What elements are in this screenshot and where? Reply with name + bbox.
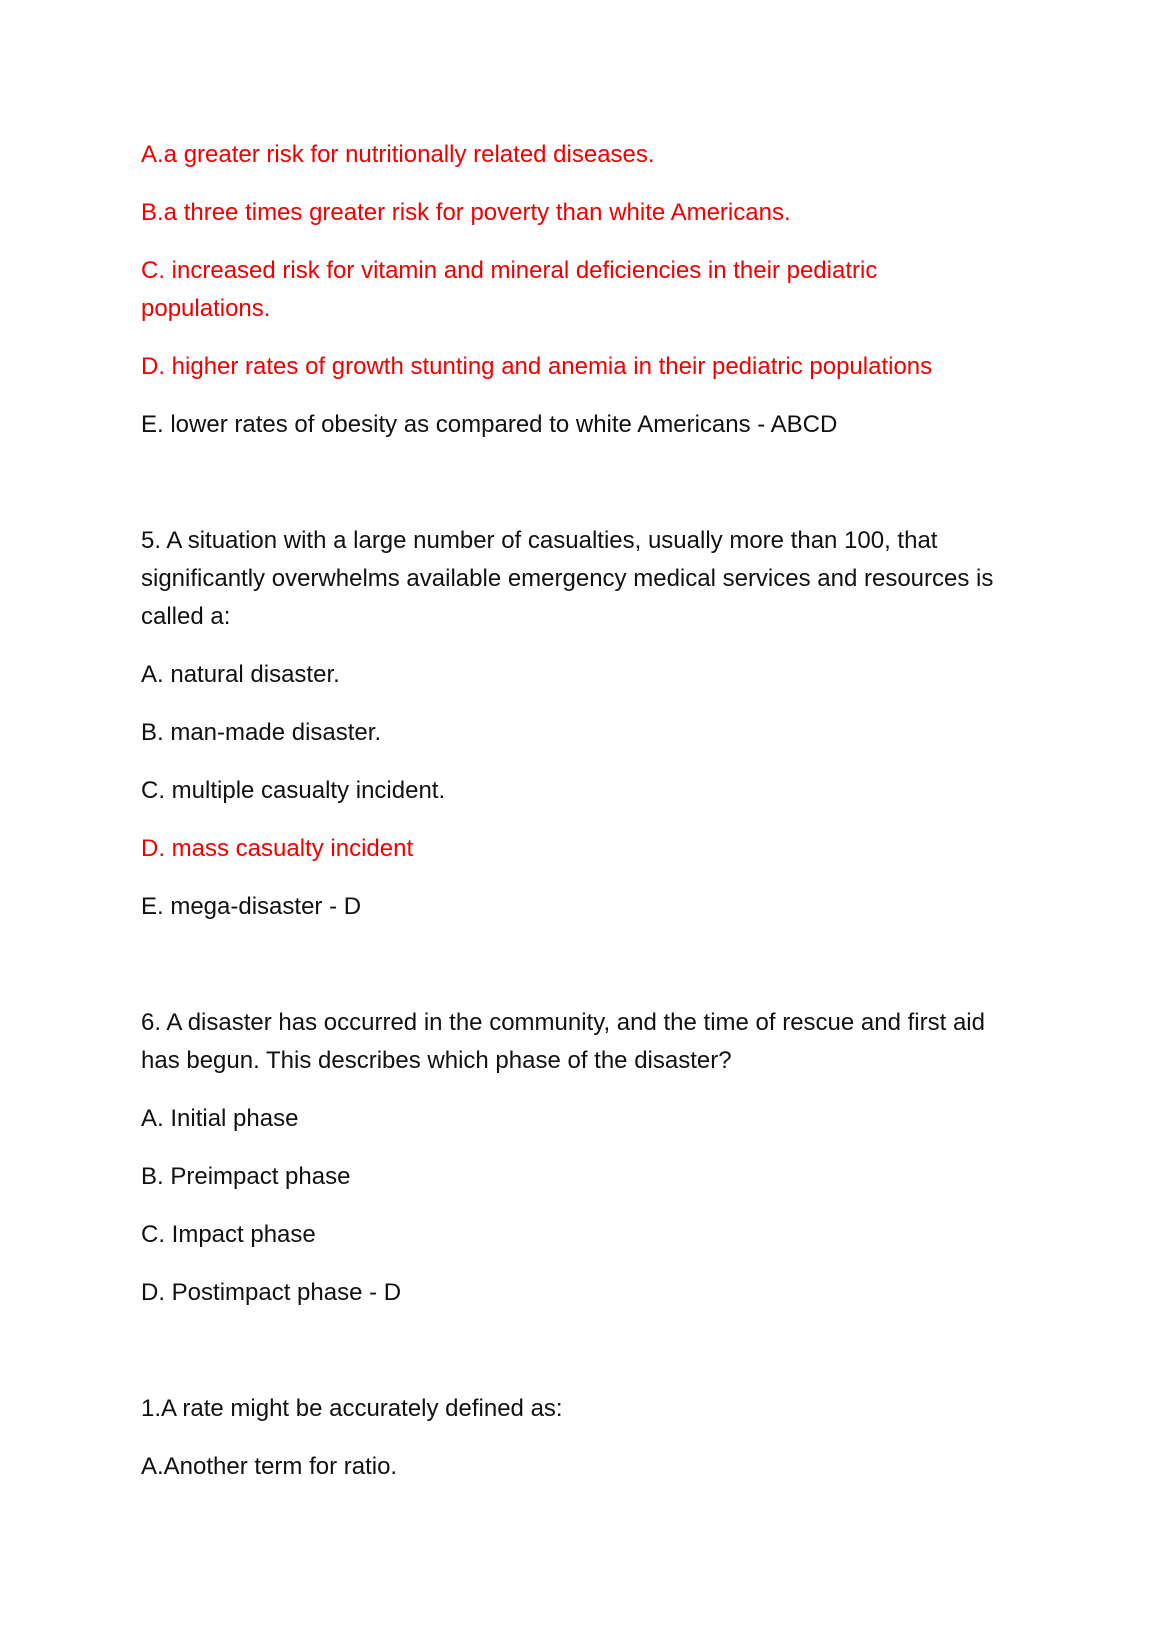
question-block-5 (141, 522, 1011, 926)
question-block-prev (141, 136, 1011, 444)
option-b: B. man-made disaster. (141, 719, 382, 746)
question-stem: 5. A situation with a large number of casualties, usually more than 100, that significantly overwhelms available emergency medical services and resources is called a: (141, 527, 994, 630)
option-e: E. lower rates of obesity as compared to white Americans - ABCD (141, 411, 838, 438)
option-d: D. higher rates of growth stunting and anemia in their pediatric populations (141, 353, 933, 380)
option-a: A.Another term for ratio. (141, 1453, 398, 1480)
document-content (141, 136, 1011, 1486)
option-c: C. increased risk for vitamin and mineral deficiencies in their pediatric populations. (141, 257, 878, 322)
question-stem: 1.A rate might be accurately defined as: (141, 1395, 563, 1422)
option-a: A. natural disaster. (141, 661, 340, 688)
option-e: E. mega-disaster - D (141, 893, 362, 920)
option-d: D. mass casualty incident (141, 835, 414, 862)
option-a: A. Initial phase (141, 1105, 299, 1132)
question-stem: 6. A disaster has occurred in the community, and the time of rescue and first aid has begun. This describes which phase of the disaster? (141, 1009, 985, 1074)
option-b: B. Preimpact phase (141, 1163, 351, 1190)
option-c: C. multiple casualty incident. (141, 777, 446, 804)
question-block-1 (141, 1390, 1011, 1486)
option-a: A.a greater risk for nutritionally related diseases. (141, 141, 655, 168)
question-block-6 (141, 1004, 1011, 1312)
option-d: D. Postimpact phase - D (141, 1279, 402, 1306)
option-b: B.a three times greater risk for poverty than white Americans. (141, 199, 791, 226)
option-c: C. Impact phase (141, 1221, 316, 1248)
